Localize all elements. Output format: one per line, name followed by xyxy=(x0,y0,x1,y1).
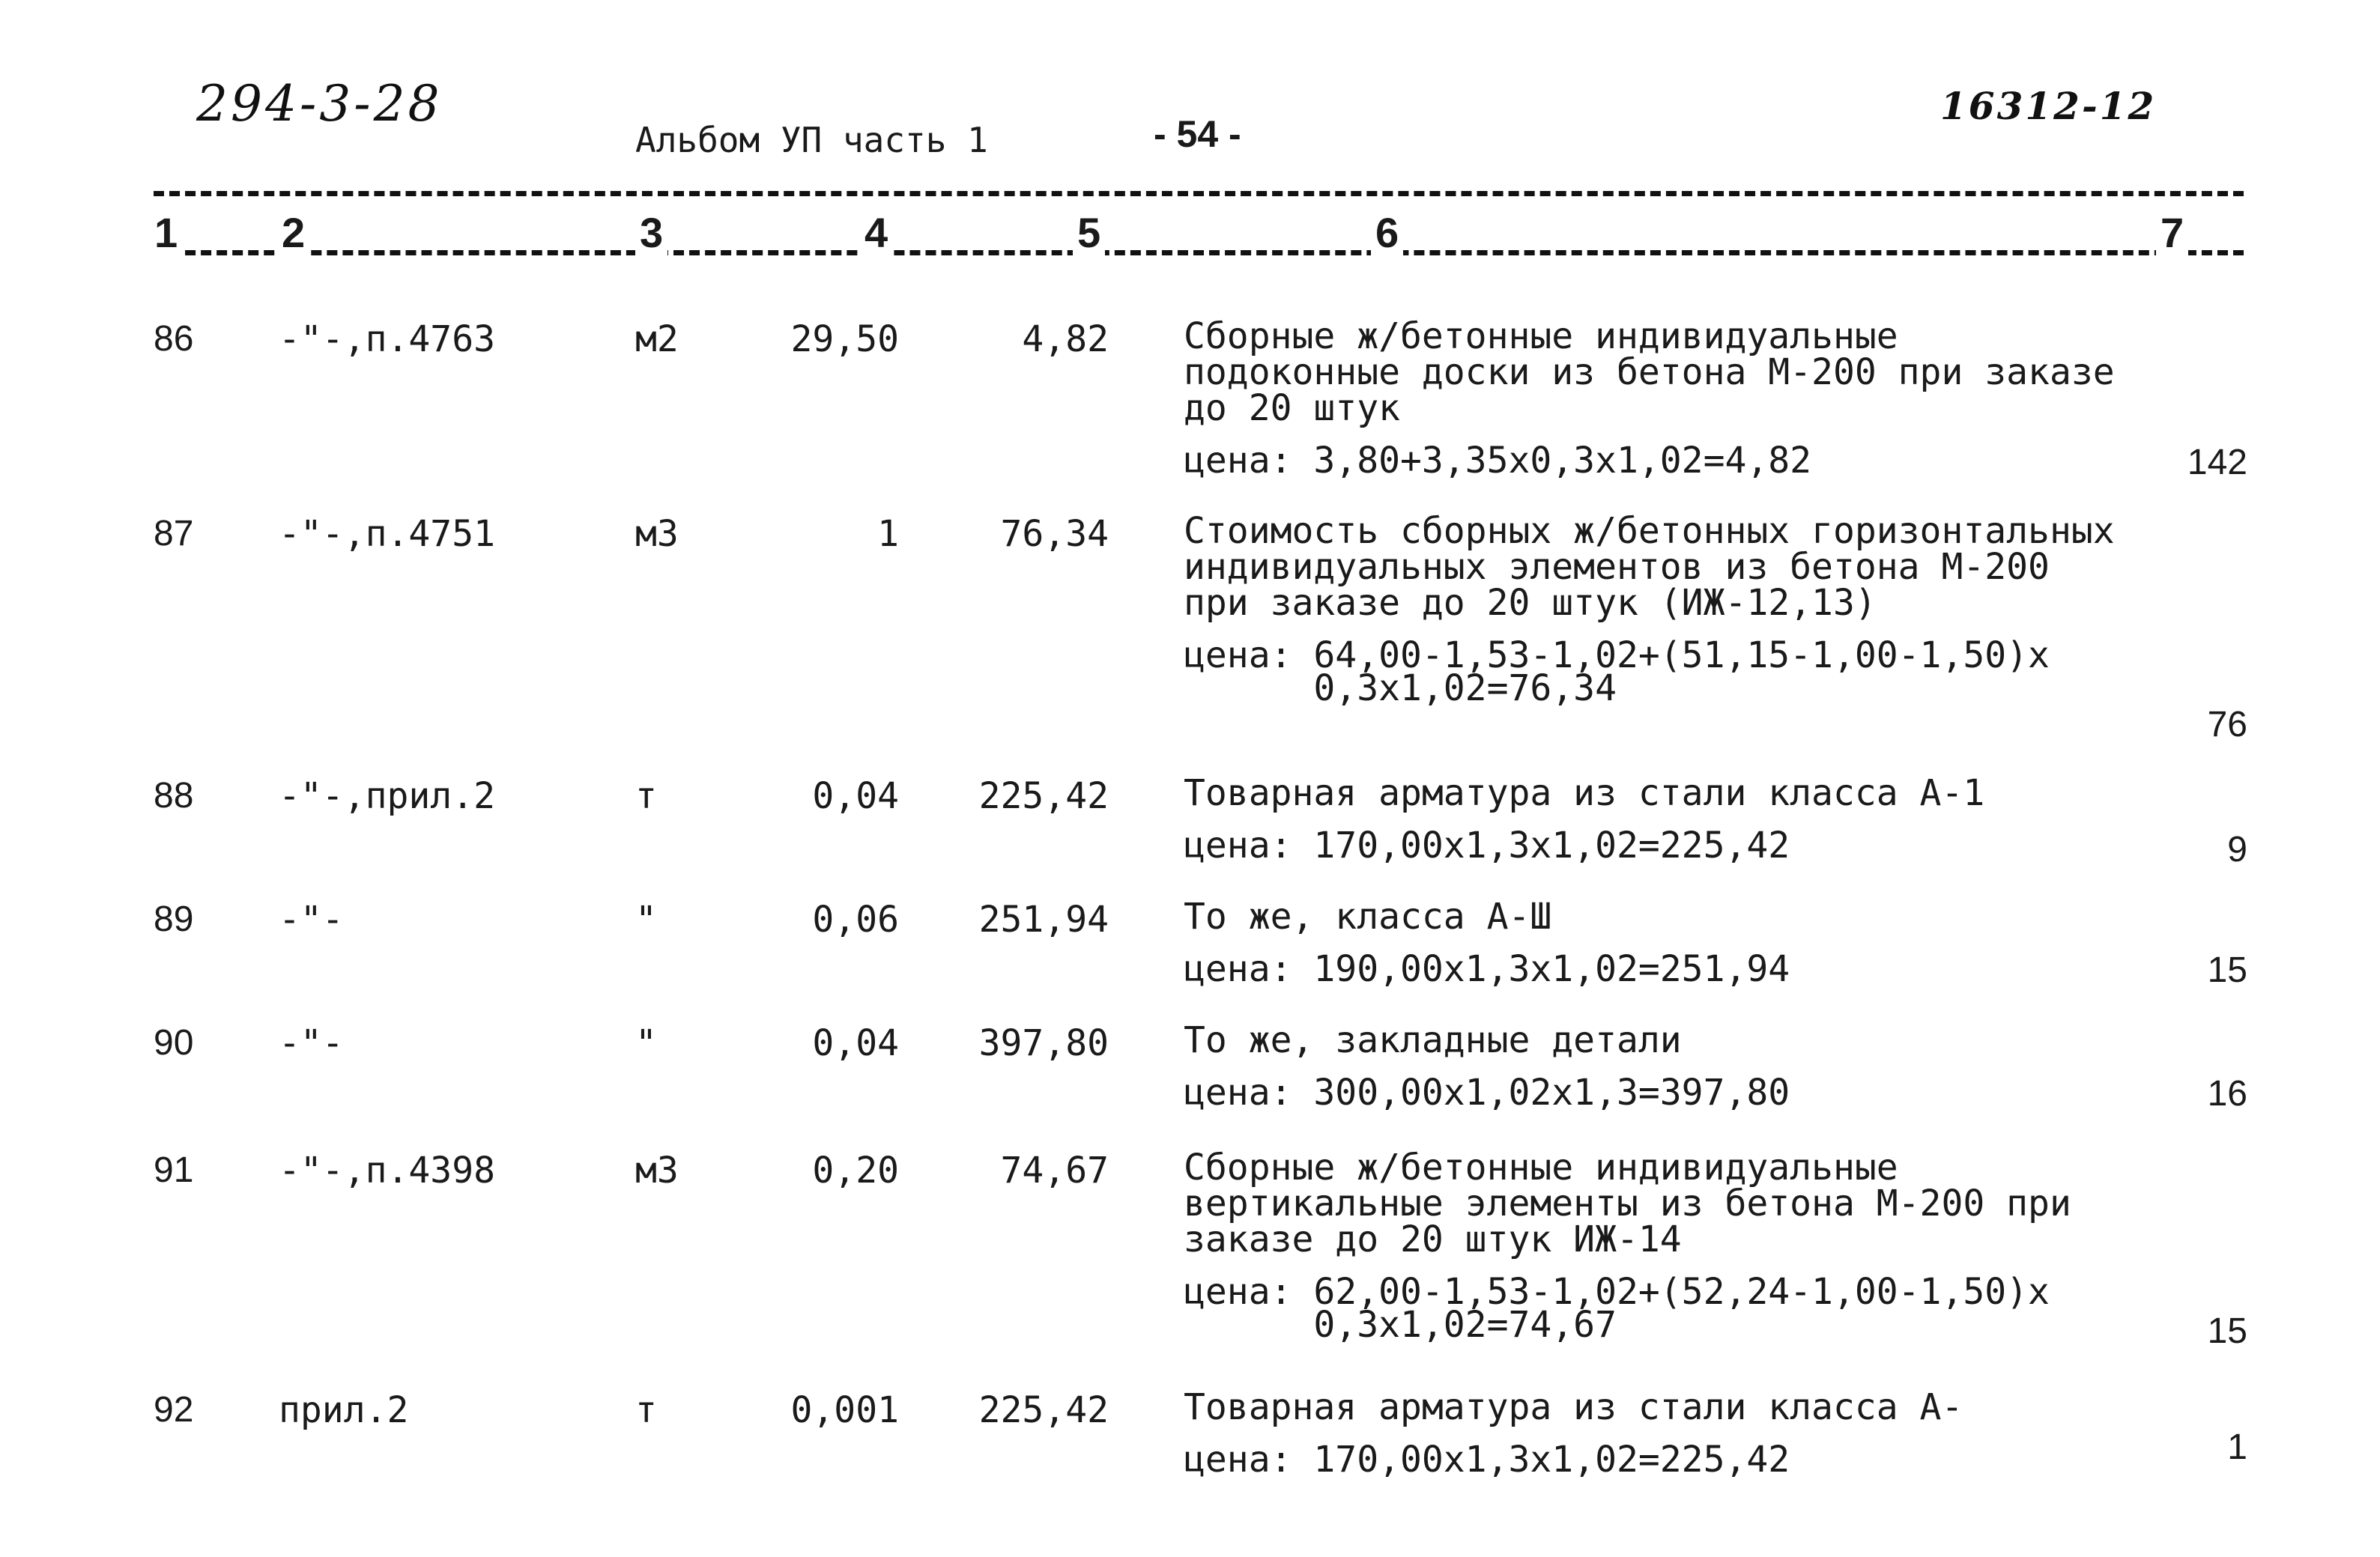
row-number: 87 xyxy=(154,514,194,553)
row-description: Сборные ж/бетонные индивидуальные вертикальные элементы из бетона М-200 при заказе до 20 штук ИЖ-14 xyxy=(1184,1147,2071,1260)
row-description-block xyxy=(1184,1386,2120,1481)
header-rule-top xyxy=(154,191,2244,196)
row-unit: м2 xyxy=(635,318,679,360)
row-description-block xyxy=(1184,1147,2120,1346)
column-number-3: 3 xyxy=(635,208,667,257)
row-unit-price: 4,82 xyxy=(1022,318,1109,360)
row-description: Сборные ж/бетонные индивидуальные подоконные доски из бетона М-200 при заказе до 20 штук xyxy=(1184,315,2115,429)
row-unit-price: 74,67 xyxy=(1000,1150,1109,1192)
header-rule-bottom xyxy=(154,250,2244,255)
row-price-formula: цена: 300,00х1,02х1,3=397,80 xyxy=(1184,1072,1790,1114)
row-description: То же, закладные детали xyxy=(1184,1019,1682,1061)
row-price-formula: цена: 170,00х1,3х1,02=225,42 xyxy=(1184,825,1790,866)
row-price-formula: цена: 190,00х1,3х1,02=251,94 xyxy=(1184,948,1790,990)
row-reference: -"- xyxy=(279,899,344,941)
row-number: 88 xyxy=(154,776,194,816)
column-number-1: 1 xyxy=(150,208,182,257)
row-number: 90 xyxy=(154,1023,194,1063)
sheet-code: 16312-12 xyxy=(1940,84,2157,128)
row-description: Товарная арматура из стали класса А- xyxy=(1184,1386,1963,1428)
row-unit: " xyxy=(635,1022,657,1064)
row-unit: м3 xyxy=(635,1150,679,1192)
row-description-block xyxy=(1184,772,2120,866)
row-quantity: 0,04 xyxy=(812,1022,899,1064)
row-description-block xyxy=(1184,1019,2120,1114)
row-quantity: 0,06 xyxy=(812,899,899,941)
row-quantity: 29,50 xyxy=(790,318,899,360)
row-total: 142 xyxy=(2187,443,2247,482)
row-description: Стоимость сборных ж/бетонных горизонтальных индивидуальных элементов из бетона М-200 при заказе до 20 штук (ИЖ-12,13) xyxy=(1184,510,2115,624)
row-unit-price: 251,94 xyxy=(978,899,1109,941)
row-reference: -"-,прил.2 xyxy=(279,775,495,817)
row-unit-price: 397,80 xyxy=(978,1022,1109,1064)
document-code: 294-3-28 xyxy=(196,75,443,133)
row-total: 1 xyxy=(2227,1427,2247,1467)
row-reference: -"-,п.4398 xyxy=(279,1150,495,1192)
row-unit-price: 225,42 xyxy=(978,775,1109,817)
album-title: Альбом УП часть 1 xyxy=(635,120,988,160)
row-total: 15 xyxy=(2207,1311,2247,1351)
row-quantity: 1 xyxy=(877,513,899,555)
row-description: Товарная арматура из стали класса А-1 xyxy=(1184,772,1985,814)
column-number-5: 5 xyxy=(1073,208,1105,257)
row-unit: т xyxy=(635,1389,657,1431)
row-unit: т xyxy=(635,775,657,817)
page-number: - 54 - xyxy=(1154,113,1241,155)
row-unit: " xyxy=(635,899,657,941)
row-reference: прил.2 xyxy=(279,1389,409,1431)
row-unit-price: 76,34 xyxy=(1000,513,1109,555)
row-price-formula: цена: 3,80+3,35х0,3х1,02=4,82 xyxy=(1184,440,1812,482)
column-number-6: 6 xyxy=(1371,208,1403,257)
column-number-4: 4 xyxy=(860,208,892,257)
row-quantity: 0,04 xyxy=(812,775,899,817)
row-price-formula: цена: 170,00х1,3х1,02=225,42 xyxy=(1184,1439,1790,1481)
row-number: 89 xyxy=(154,899,194,939)
row-description-block xyxy=(1184,896,2120,990)
row-total: 9 xyxy=(2227,830,2247,869)
row-number: 86 xyxy=(154,319,194,359)
row-description-block xyxy=(1184,315,2120,482)
column-number-7: 7 xyxy=(2156,208,2188,257)
row-total: 76 xyxy=(2207,705,2247,744)
row-price-formula: цена: 62,00-1,53-1,02+(52,24-1,00-1,50)х 0,3х1,02=74,67 xyxy=(1184,1271,2050,1346)
row-number: 92 xyxy=(154,1390,194,1430)
row-price-formula: цена: 64,00-1,53-1,02+(51,15-1,00-1,50)х 0,3х1,02=76,34 xyxy=(1184,634,2050,709)
row-reference: -"- xyxy=(279,1022,344,1064)
row-unit-price: 225,42 xyxy=(978,1389,1109,1431)
row-quantity: 0,001 xyxy=(790,1389,899,1431)
row-reference: -"-,п.4763 xyxy=(279,318,495,360)
row-quantity: 0,20 xyxy=(812,1150,899,1192)
row-total: 15 xyxy=(2207,950,2247,990)
row-reference: -"-,п.4751 xyxy=(279,513,495,555)
row-unit: м3 xyxy=(635,513,679,555)
row-number: 91 xyxy=(154,1150,194,1190)
row-total: 16 xyxy=(2207,1074,2247,1114)
row-description: То же, класса А-Ш xyxy=(1184,896,1552,938)
row-description-block xyxy=(1184,510,2120,709)
column-number-2: 2 xyxy=(277,208,309,257)
